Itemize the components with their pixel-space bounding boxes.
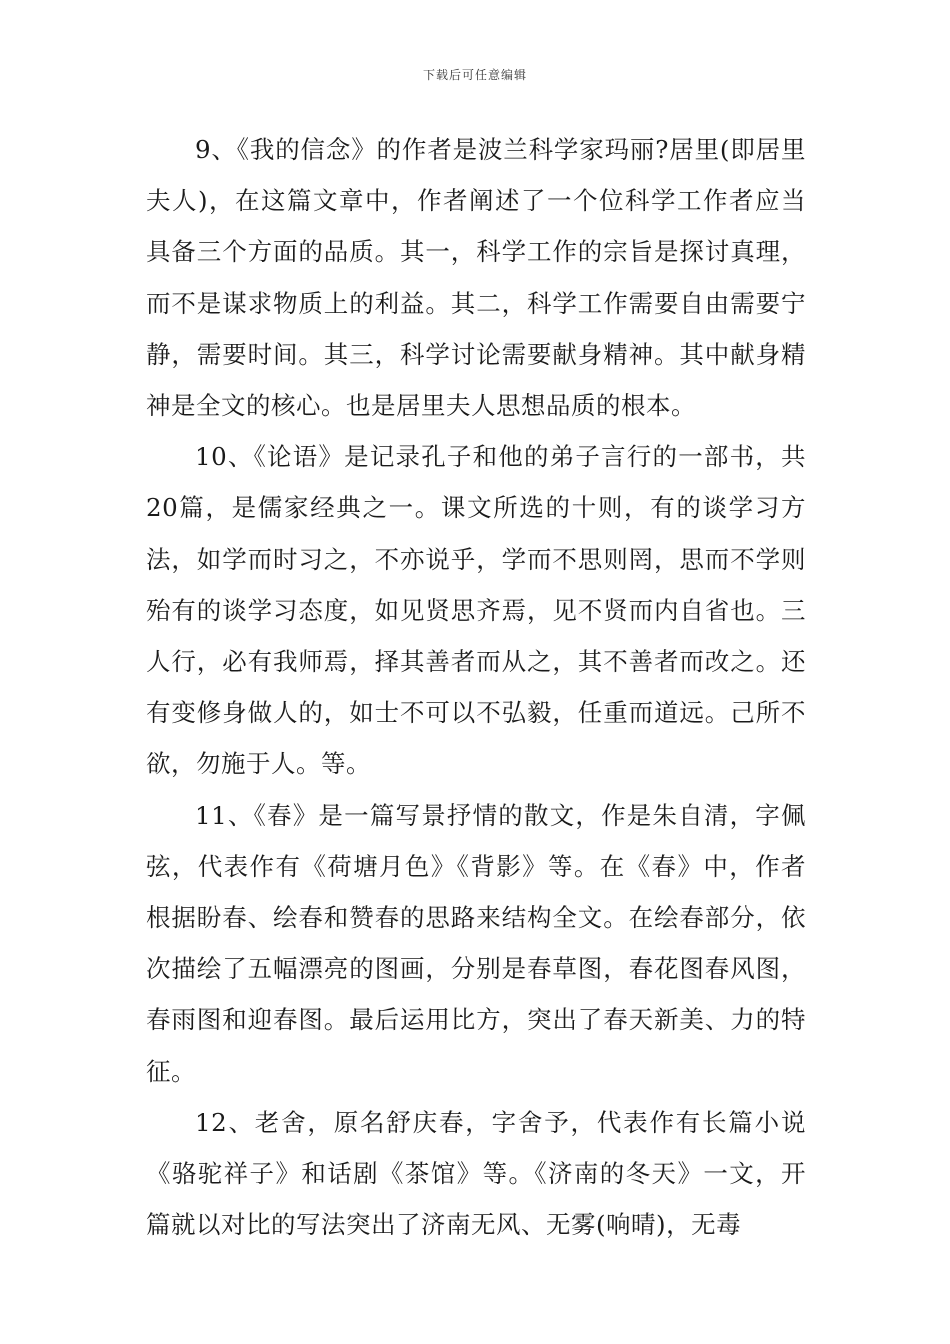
- document-body: [146, 124, 806, 1250]
- paragraph-9: 9、《我的信念》的作者是波兰科学家玛丽?居里(即居里夫人)，在这篇文章中，作者阐述了一个位科学工作者应当具备三个方面的品质。其一，科学工作的宗旨是探讨真理，而不是谋求物质上的利益。其二，科学工作需要自由需要宁静，需要时间。其三，科学讨论需要献身精神。其中献身精神是全文的核心。也是居里夫人思想品质的根本。: [146, 135, 806, 421]
- page-header: 下载后可任意编辑: [422, 68, 527, 82]
- paragraph-10: 10、《论语》是记录孔子和他的弟子言行的一部书，共20篇，是儒家经典之一。课文所选的十则，有的谈学习方法，如学而时习之，不亦说乎，学而不思则罔，思而不学则殆有的谈学习态度，如见贤思齐焉，见不贤而内自省也。三人行，必有我师焉，择其善者而从之，其不善者而改之。还有变修身做人的，如士不可以不弘毅，任重而道远。己所不欲，勿施于人。等。: [146, 442, 806, 779]
- paragraph-12: 12、老舍，原名舒庆春，字舍予，代表作有长篇小说《骆驼祥子》和话剧《茶馆》等。《济南的冬天》一文，开篇就以对比的写法突出了济南无风、无雾(响晴)，无毒: [146, 1107, 806, 1240]
- paragraph-11: 11、《春》是一篇写景抒情的散文，作是朱自清，字佩弦，代表作有《荷塘月色》《背影》等。在《春》中，作者根据盼春、绘春和赞春的思路来结构全文。在绘春部分，依次描绘了五幅漂亮的图画，分别是春草图，春花图春风图，春雨图和迎春图。最后运用比方，突出了春天新美、力的特征。: [146, 800, 806, 1086]
